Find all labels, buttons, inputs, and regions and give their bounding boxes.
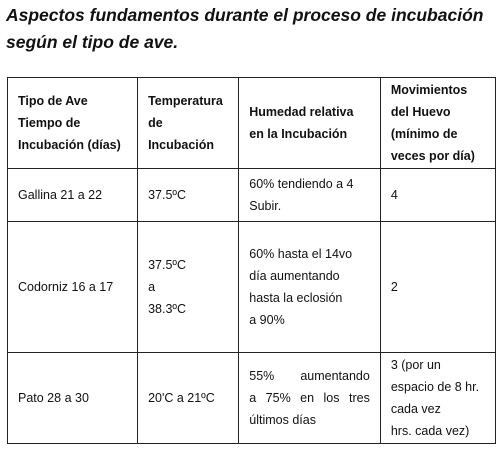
cell-temperatura <box>138 169 239 222</box>
cell-humedad <box>239 353 381 444</box>
title-line-2: según el tipo de ave. <box>6 32 179 52</box>
cell-text: 60% tendiendo a 4 <box>249 177 354 191</box>
cell-text: 38.3ºC <box>148 302 186 316</box>
cell-ave: Codorniz 16 a 17 <box>8 222 138 353</box>
header-text: veces por día) <box>390 149 475 163</box>
cell-temperatura <box>138 353 239 444</box>
table-row-codorniz <box>8 222 496 353</box>
cell-movimientos <box>380 222 495 353</box>
header-text: en la Incubación <box>249 127 348 141</box>
cell-text: 37.5ºC <box>148 188 186 202</box>
cell-text: cada vez <box>390 402 441 416</box>
cell-ave: Pato 28 a 30 <box>8 353 138 444</box>
table-row-pato <box>8 353 496 444</box>
header-temperatura <box>138 78 239 169</box>
cell-movimientos <box>380 169 495 222</box>
header-text: de <box>148 116 163 130</box>
cell-text: últimos días <box>249 413 316 427</box>
header-text: del Huevo <box>390 105 451 119</box>
cell-text: espacio de 8 hr. <box>390 380 480 394</box>
cell-ave: Gallina 21 a 22 <box>8 169 138 222</box>
cell-text: a 90% <box>249 313 285 327</box>
cell-movimientos <box>380 353 495 444</box>
header-text: Tiempo de <box>18 116 81 130</box>
cell-text: a 75% en los tres <box>249 391 370 405</box>
header-text: Incubación (días) <box>18 138 121 152</box>
cell-humedad <box>239 169 381 222</box>
header-tipo-de-ave <box>8 78 138 169</box>
cell-temperatura <box>138 222 239 353</box>
document-title <box>6 2 498 56</box>
cell-text: 20'C a 21ºC <box>148 391 215 405</box>
header-text: Temperatura <box>148 94 223 108</box>
title-line-1: Aspectos fundamentos durante el proceso de incubación <box>6 5 484 25</box>
cell-text: día aumentando <box>249 269 340 283</box>
header-text: Humedad relativa <box>249 105 354 119</box>
cell-humedad <box>239 222 381 353</box>
header-humedad <box>239 78 381 169</box>
header-movimientos <box>380 78 495 169</box>
header-text: Tipo de Ave <box>18 94 88 108</box>
table-row-gallina <box>8 169 496 222</box>
cell-text: 60% hasta el 14vo <box>249 247 353 261</box>
cell-text: 37.5ºC <box>148 258 186 272</box>
header-text: Incubación <box>148 138 215 152</box>
cell-text: hasta la eclosión <box>249 291 343 305</box>
table-header-row <box>8 78 496 169</box>
cell-text: 2 <box>390 280 398 294</box>
cell-text: 55% aumentando <box>249 369 370 383</box>
header-text: Movimientos <box>390 83 468 97</box>
cell-text: a <box>148 280 156 294</box>
header-text: (mínimo de <box>390 127 458 141</box>
cell-text: Subir. <box>249 199 282 213</box>
incubation-table <box>7 77 496 444</box>
cell-text: 4 <box>390 188 398 202</box>
cell-text: 3 (por un <box>390 358 441 372</box>
cell-text: hrs. cada vez) <box>390 424 470 438</box>
